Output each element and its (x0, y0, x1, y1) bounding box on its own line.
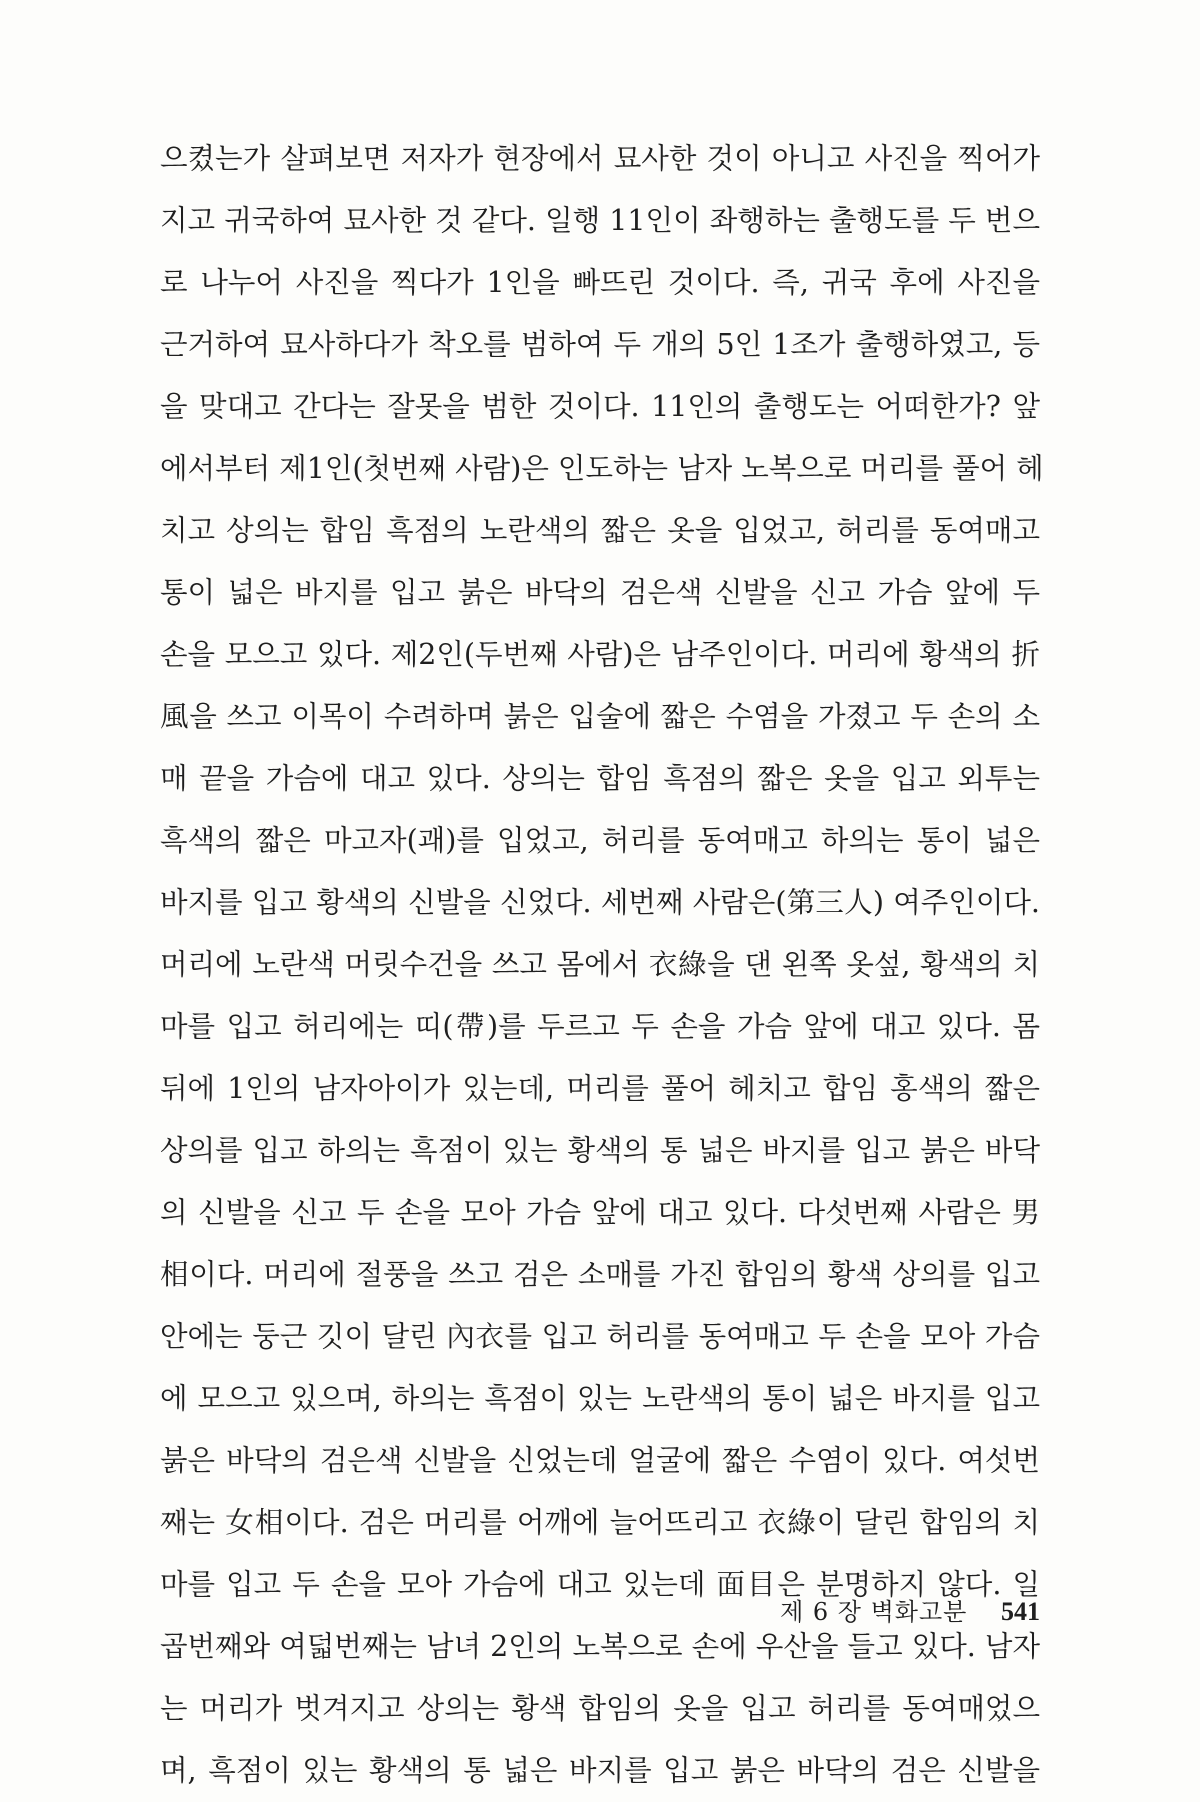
body-text (160, 128, 1044, 1802)
text-line: 치고 상의는 합임 흑점의 노란색의 짧은 옷을 입었고, 허리를 동여매고 (160, 514, 1040, 547)
text-line: 상의를 입고 하의는 흑점이 있는 황색의 통 넓은 바지를 입고 붉은 바닥 (160, 1134, 1040, 1167)
text-line: 통이 넓은 바지를 입고 붉은 바닥의 검은색 신발을 신고 가슴 앞에 두 (160, 576, 1040, 609)
text-line: 는 머리가 벗겨지고 상의는 황색 합임의 옷을 입고 허리를 동여매었으 (160, 1692, 1040, 1725)
text-line: 며, 흑점이 있는 황색의 통 넓은 바지를 입고 붉은 바닥의 검은 신발을 (160, 1754, 1040, 1787)
text-line: 風을 쓰고 이목이 수려하며 붉은 입술에 짧은 수염을 가졌고 두 손의 소 (160, 700, 1040, 733)
text-line: 머리에 노란색 머릿수건을 쓰고 몸에서 衣綠을 댄 왼쪽 옷섶, 황색의 치 (160, 948, 1040, 981)
text-line: 흑색의 짧은 마고자(괘)를 입었고, 허리를 동여매고 하의는 통이 넓은 (160, 824, 1040, 857)
text-line: 붉은 바닥의 검은색 신발을 신었는데 얼굴에 짧은 수염이 있다. 여섯번 (160, 1444, 1040, 1477)
text-line: 지고 귀국하여 묘사한 것 같다. 일행 11인이 좌행하는 출행도를 두 번으 (160, 204, 1040, 237)
text-line: 안에는 둥근 깃이 달린 內衣를 입고 허리를 동여매고 두 손을 모아 가슴 (160, 1320, 1040, 1353)
page-footer (760, 1592, 1040, 1632)
text-line: 마를 입고 두 손을 모아 가슴에 대고 있는데 面目은 분명하지 않다. 일 (160, 1568, 1040, 1601)
text-line: 매 끝을 가슴에 대고 있다. 상의는 합임 흑점의 짧은 옷을 입고 외투는 (160, 762, 1040, 795)
text-line: 근거하여 묘사하다가 착오를 범하여 두 개의 5인 1조가 출행하였고, 등 (160, 328, 1040, 361)
text-line: 에 모으고 있으며, 하의는 흑점이 있는 노란색의 통이 넓은 바지를 입고 (160, 1382, 1040, 1415)
text-line: 相이다. 머리에 절풍을 쓰고 검은 소매를 가진 합임의 황색 상의를 입고 (160, 1258, 1040, 1291)
text-line: 으켰는가 살펴보면 저자가 현장에서 묘사한 것이 아니고 사진을 찍어가 (160, 142, 1040, 175)
text-line: 에서부터 제1인(첫번째 사람)은 인도하는 남자 노복으로 머리를 풀어 헤 (160, 452, 1044, 485)
chapter-title: 제 6 장 벽화고분 (780, 1598, 968, 1626)
text-line: 뒤에 1인의 남자아이가 있는데, 머리를 풀어 헤치고 합임 홍색의 짧은 (160, 1072, 1040, 1105)
text-line: 째는 女相이다. 검은 머리를 어깨에 늘어뜨리고 衣綠이 달린 합임의 치 (160, 1506, 1040, 1539)
text-line: 을 맞대고 간다는 잘못을 범한 것이다. 11인의 출행도는 어떠한가? 앞 (160, 390, 1040, 423)
text-line: 마를 입고 허리에는 띠(帶)를 두르고 두 손을 가슴 앞에 대고 있다. 몸 (160, 1010, 1040, 1043)
page-number: 541 (1001, 1597, 1040, 1626)
text-line: 손을 모으고 있다. 제2인(두번째 사람)은 남주인이다. 머리에 황색의 折 (160, 638, 1040, 671)
text-line: 의 신발을 신고 두 손을 모아 가슴 앞에 대고 있다. 다섯번째 사람은 男 (160, 1196, 1040, 1229)
text-line: 바지를 입고 황색의 신발을 신었다. 세번째 사람은(第三人) 여주인이다. (160, 886, 1040, 919)
text-line: 로 나누어 사진을 찍다가 1인을 빠뜨린 것이다. 즉, 귀국 후에 사진을 (160, 266, 1040, 299)
text-line: 곱번째와 여덟번째는 남녀 2인의 노복으로 손에 우산을 들고 있다. 남자 (160, 1630, 1040, 1663)
